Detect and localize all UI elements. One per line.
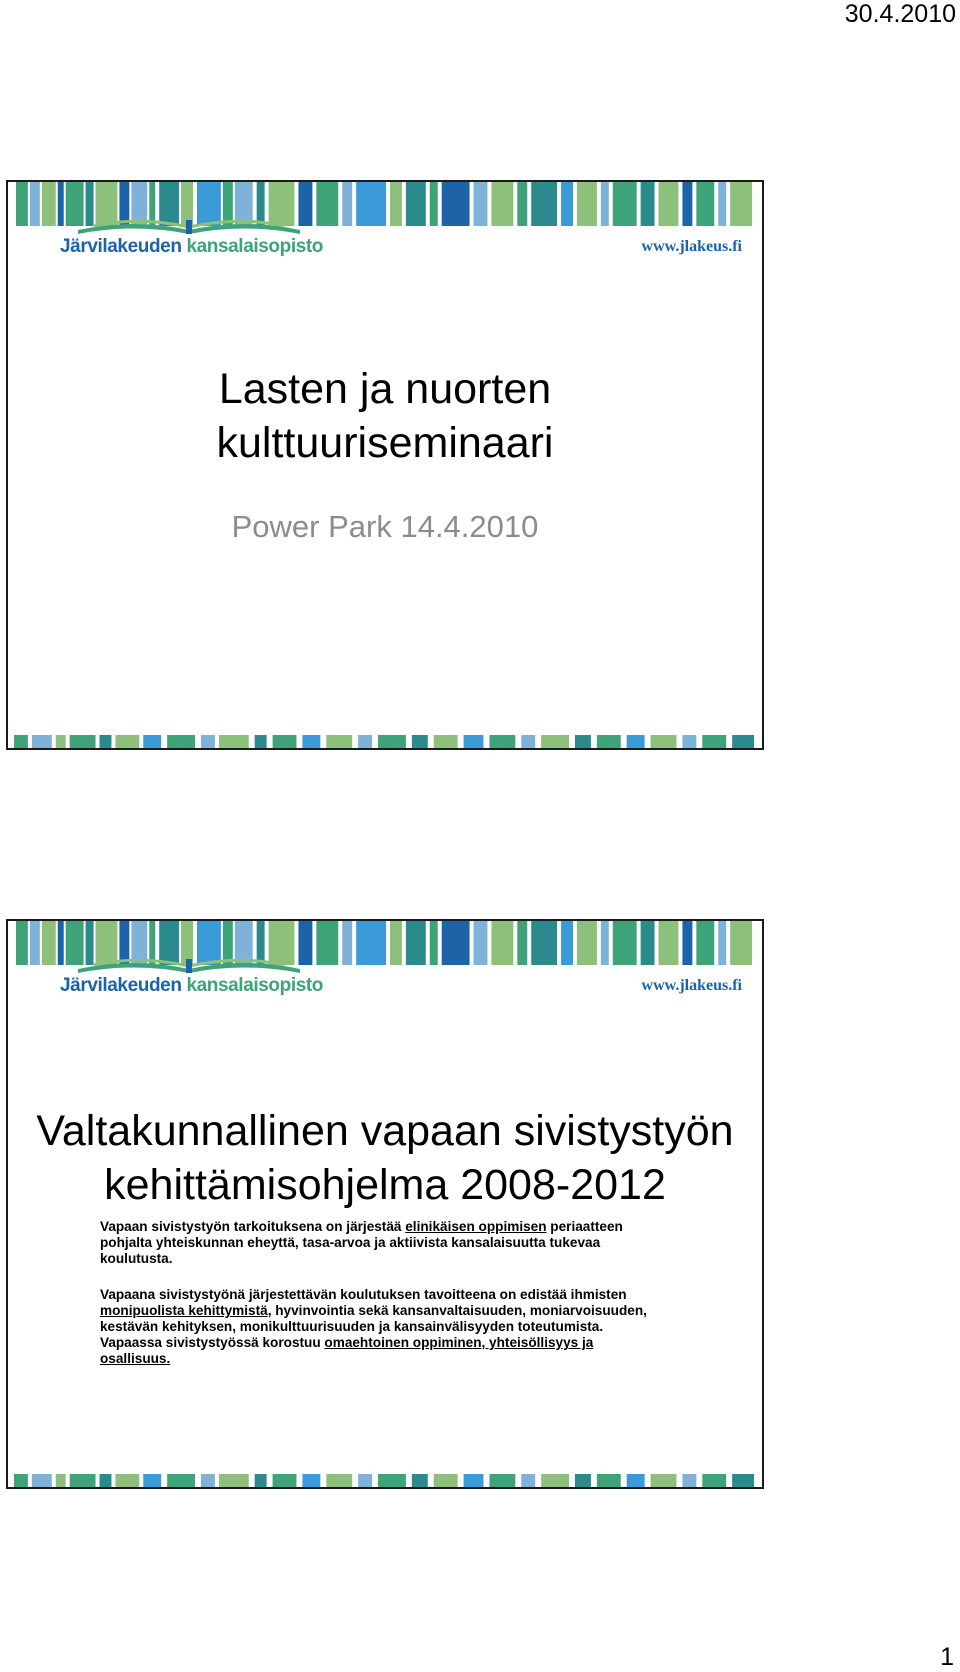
website-link[interactable]: www.jlakeus.fi — [641, 238, 742, 255]
book-logo-icon — [74, 216, 304, 236]
paragraph-2-text-a: Vapaana sivistystyönä järjestettävän koulutuksen tavoitteena on edistää ihmisten — [100, 1287, 627, 1302]
logo — [60, 955, 323, 1001]
logo-text-part2: kansalaisopisto — [186, 975, 323, 996]
slide-1-title-line1: Lasten ja nuorten — [218, 365, 552, 413]
page-number: 1 — [940, 1643, 954, 1671]
slide-2 — [6, 919, 764, 1489]
book-logo-icon — [74, 955, 304, 975]
logo-text-part1: Järvilakeuden — [60, 236, 182, 257]
paragraph-1-text-a: Vapaan sivistystyön tarkoituksena on järjestää — [100, 1219, 406, 1234]
website-link[interactable]: www.jlakeus.fi — [641, 977, 742, 994]
paragraph-1-underlined: elinikäisen oppimisen — [405, 1219, 547, 1234]
bottom-color-stripe — [8, 1474, 762, 1487]
page-date: 30.4.2010 — [844, 0, 956, 28]
paragraph-2-underlined-2: omaehtoinen oppiminen, yhteisöllisyys ja osallisuus. — [100, 1335, 594, 1366]
slide-2-title — [8, 1104, 762, 1212]
bottom-color-stripe — [8, 735, 762, 748]
paragraph-2-text-b: , hyvinvointia sekä kansanvaltaisuuden, moniarvoisuuden, kestävän kehityksen, monikulttuurisuuden ja kansainvälisyyden toteutumista. Vapaassa sivistystyössä korostuu — [100, 1303, 647, 1350]
paragraph-2 — [100, 1287, 660, 1367]
logo-text-part1: Järvilakeuden — [60, 975, 182, 996]
logo-text-part2: kansalaisopisto — [186, 236, 323, 257]
paragraph-1-text-b: periaatteen pohjalta yhteiskunnan eheyttä, tasa-arvoa ja aktiivista kansalaisuutta tukevaa koulutusta. — [100, 1219, 623, 1266]
paragraph-2-underlined-1: monipuolista kehittymistä — [100, 1303, 268, 1318]
slide-2-title-line1: Valtakunnallinen vapaan sivistystyön — [36, 1107, 734, 1155]
logo — [60, 216, 323, 262]
slide-1-subtitle: Power Park 14.4.2010 — [231, 509, 539, 544]
slide-1-title-line2: kulttuuriseminaari — [216, 419, 554, 467]
slide-1-title — [8, 362, 762, 470]
paragraph-1 — [100, 1219, 660, 1267]
slide-1 — [6, 180, 764, 750]
slide-2-title-line2: kehittämisohjelma 2008-2012 — [104, 1161, 666, 1209]
